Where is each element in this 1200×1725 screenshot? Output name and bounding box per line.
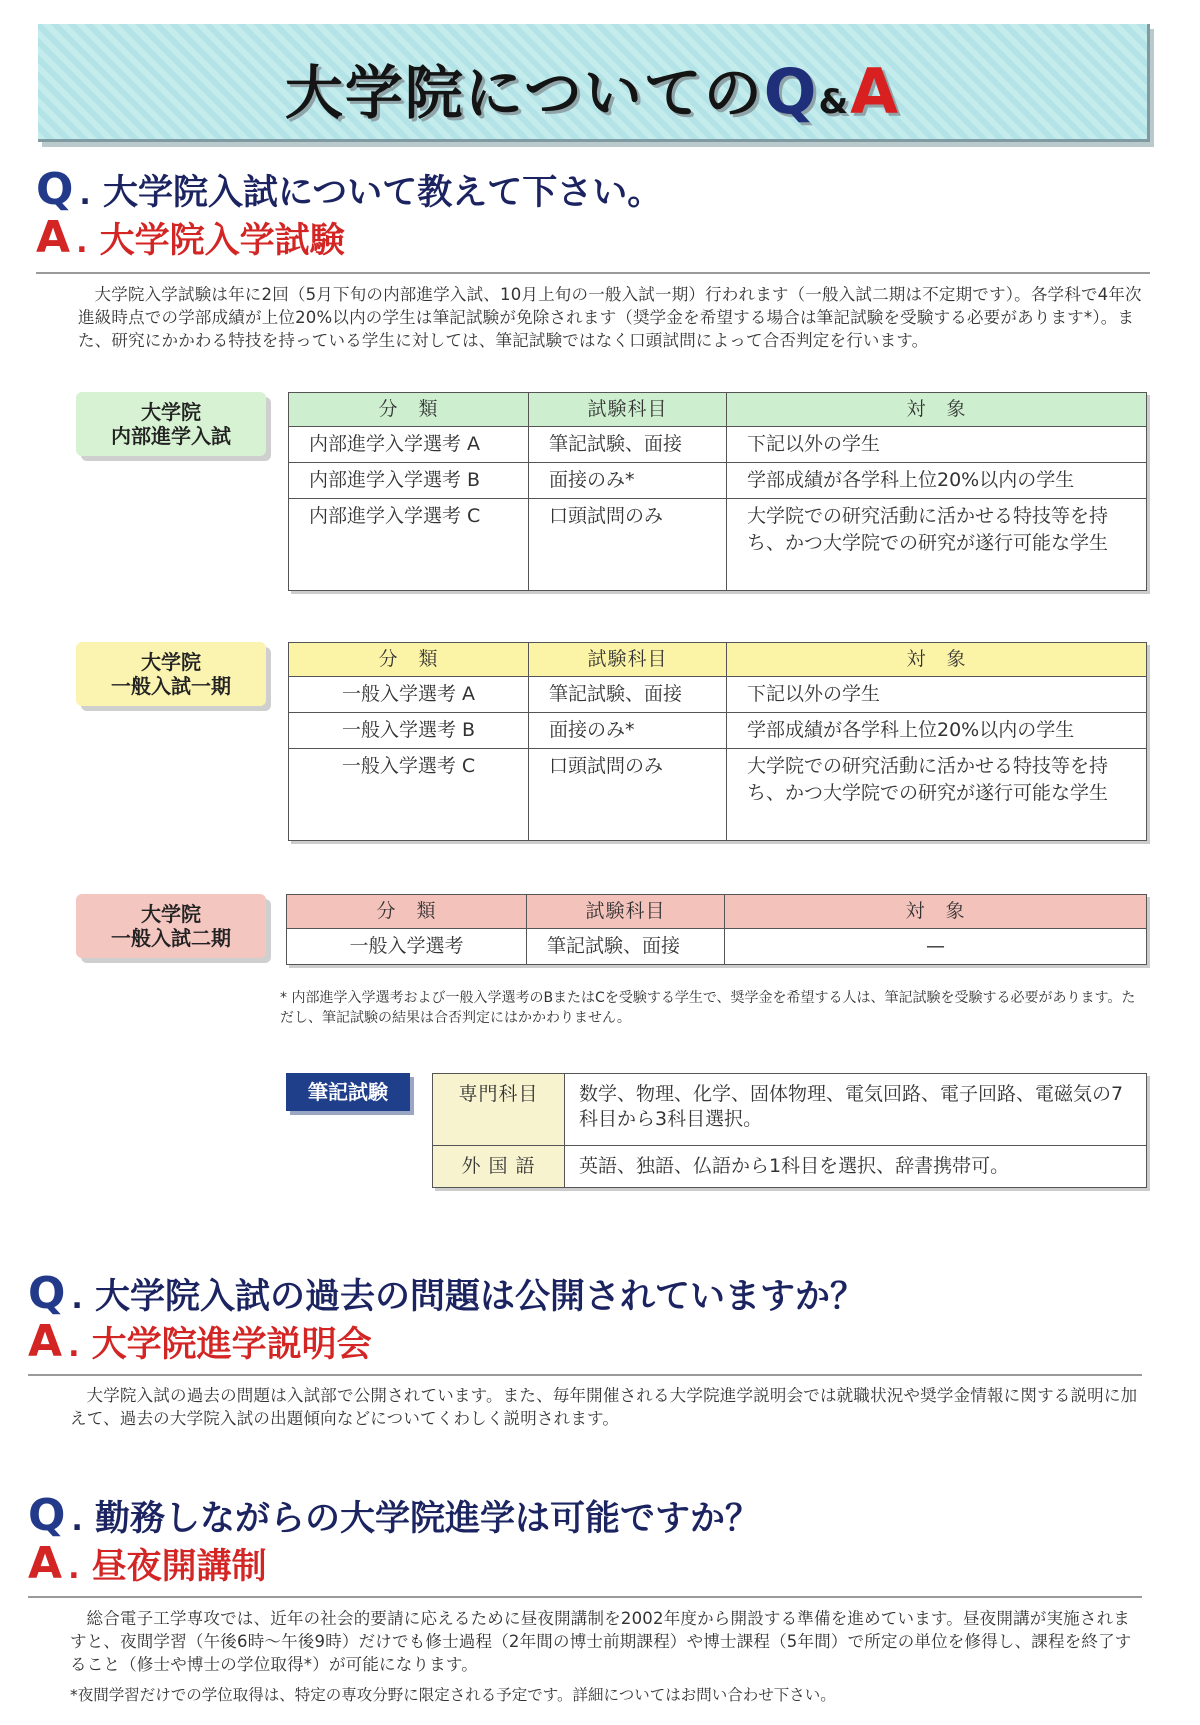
cell: 一般入学選考 xyxy=(287,929,527,965)
question-2: Q . 大学院入試の過去の問題は公開されていますか？ xyxy=(28,1268,866,1319)
col-header-subjects: 試験科目 xyxy=(529,393,727,427)
answer-3: A . 昼夜開講制 xyxy=(28,1538,267,1589)
table-row xyxy=(289,677,1147,713)
answer-1: A . 大学院入学試験 xyxy=(36,212,345,263)
table-row xyxy=(289,427,1147,463)
cell: 口頭試問のみ xyxy=(529,749,727,841)
label-line2: 一般入試一期 xyxy=(111,674,231,698)
written-exam-key: 外 国 語 xyxy=(433,1146,565,1188)
cell: 一般入学選考 C xyxy=(289,749,529,841)
answer-1-body: 大学院入学試験は年に2回（5月下旬の内部進学入試、10月上旬の一般入試一期）行われます（一般入試二期は不定期です）。各学科で4年次進級時点での学部成績が上位20%以内の学生は筆記試験が免除されます（奨学金を希望する場合は筆記試験を受験する必要があります*）。また、研究にかかわる特技を持っている学生に対しては、筆記試験ではなく口頭試問によって合否判定を行います。 xyxy=(78,285,1142,350)
answer-3-body: 総合電子工学専攻では、近年の社会的要請に応えるために昼夜開講制を2002年度から開設する準備を進めています。昼夜開講が実施されますと、夜間学習（午後6時～午後9時）だけでも修士過程（2年間の博士前期課程）や博士課程（5年間）で所定の単位を修得し、課程を終了すること（修士や博士の学位取得*）が可能になります。 xyxy=(70,1609,1132,1674)
written-exam-key: 専門科目 xyxy=(433,1074,565,1146)
cell: 内部進学入学選考 B xyxy=(289,463,529,499)
written-exam-value: 数学、物理、化学、固体物理、電気回路、電子回路、電磁気の7科目から3科目選択。 xyxy=(565,1074,1147,1146)
answer-2-text: 大学院進学説明会 xyxy=(91,1325,372,1365)
q-letter: Q xyxy=(28,1268,66,1319)
cell: 筆記試験、面接 xyxy=(527,929,725,965)
a-letter: A xyxy=(28,1316,63,1367)
cell: 口頭試問のみ xyxy=(529,499,727,591)
cell: 筆記試験、面接 xyxy=(529,677,727,713)
page-title-amp: & xyxy=(818,82,851,122)
col-header-target: 対 象 xyxy=(727,643,1147,677)
col-header-target: 対 象 xyxy=(727,393,1147,427)
written-exam-value: 英語、独語、仏語から1科目を選択、辞書携帯可。 xyxy=(565,1146,1147,1188)
answer-2-body: 大学院入試の過去の問題は入試部で公開されています。また、毎年開催される大学院進学説明会では就職状況や奨学金情報に関する説明に加えて、過去の大学院入試の出題傾向などについてくわしく説明されます。 xyxy=(70,1386,1138,1428)
cell: 面接のみ* xyxy=(529,713,727,749)
q-letter: Q xyxy=(36,164,74,215)
cell: 下記以外の学生 xyxy=(727,677,1147,713)
cell: 学部成績が各学科上位20%以内の学生 xyxy=(727,713,1147,749)
divider xyxy=(28,1374,1142,1376)
label-line1: 大学院 xyxy=(141,902,201,926)
question-3-text: 勤務しながらの大学院進学は可能ですか？ xyxy=(95,1499,761,1539)
answer-3-note: *夜間学習だけでの学位取得は、特定の専攻分野に限定される予定です。詳細についてはお問い合わせ下さい。 xyxy=(70,1686,836,1704)
cell: 大学院での研究活動に活かせる特技等を持ち、かつ大学院での研究が遂行可能な学生 xyxy=(727,499,1147,591)
page-title-main: 大学院についての xyxy=(284,59,764,127)
table-row xyxy=(287,929,1147,965)
label-line2: 内部進学入試 xyxy=(111,424,231,448)
exam-footnote: * 内部進学入学選考および一般入学選考のBまたはCを受験する学生で、奨学金を希望する人は、筆記試験を受験する必要があります。ただし、筆記試験の結果は合否判定にはかかわりません。 xyxy=(280,990,1136,1026)
question-2-text: 大学院入試の過去の問題は公開されていますか？ xyxy=(95,1277,866,1317)
written-exam-table xyxy=(432,1073,1147,1188)
q-letter: Q xyxy=(28,1490,66,1541)
col-header-category: 分 類 xyxy=(289,393,529,427)
page-title-q: Q xyxy=(763,55,819,128)
col-header-target: 対 象 xyxy=(725,895,1147,929)
divider xyxy=(28,1596,1142,1598)
table-row xyxy=(289,499,1147,591)
label-line1: 大学院 xyxy=(141,400,201,424)
a-letter: A xyxy=(28,1538,63,1589)
cell: 学部成績が各学科上位20%以内の学生 xyxy=(727,463,1147,499)
cell: 内部進学入学選考 C xyxy=(289,499,529,591)
label-line2: 一般入試二期 xyxy=(111,926,231,950)
label-general-exam-2 xyxy=(76,894,266,958)
table-row xyxy=(433,1146,1147,1188)
col-header-category: 分 類 xyxy=(289,643,529,677)
answer-1-text: 大学院入学試験 xyxy=(99,221,345,261)
a-letter: A xyxy=(36,212,71,263)
question-1-text: 大学院入試について教えて下さい。 xyxy=(103,173,663,213)
cell: 筆記試験、面接 xyxy=(529,427,727,463)
cell: 一般入学選考 B xyxy=(289,713,529,749)
cell: — xyxy=(725,929,1147,965)
page-title xyxy=(38,46,1147,130)
label-internal-exam xyxy=(76,392,266,456)
question-1: Q . 大学院入試について教えて下さい。 xyxy=(36,164,663,215)
written-exam-label: 筆記試験 xyxy=(286,1073,410,1111)
col-header-subjects: 試験科目 xyxy=(529,643,727,677)
answer-3-text: 昼夜開講制 xyxy=(91,1547,267,1587)
title-banner xyxy=(38,24,1150,142)
cell: 一般入学選考 A xyxy=(289,677,529,713)
divider xyxy=(36,272,1150,274)
cell: 下記以外の学生 xyxy=(727,427,1147,463)
general-exam-1-table xyxy=(288,642,1147,841)
cell: 内部進学入学選考 A xyxy=(289,427,529,463)
col-header-subjects: 試験科目 xyxy=(527,895,725,929)
label-general-exam-1 xyxy=(76,642,266,706)
general-exam-2-table xyxy=(286,894,1147,965)
cell: 大学院での研究活動に活かせる特技等を持ち、かつ大学院での研究が遂行可能な学生 xyxy=(727,749,1147,841)
table-row xyxy=(289,749,1147,841)
table-row xyxy=(289,463,1147,499)
cell: 面接のみ* xyxy=(529,463,727,499)
col-header-category: 分 類 xyxy=(287,895,527,929)
table-row xyxy=(289,713,1147,749)
label-line1: 大学院 xyxy=(141,650,201,674)
table-row xyxy=(433,1074,1147,1146)
question-3: Q . 勤務しながらの大学院進学は可能ですか？ xyxy=(28,1490,761,1541)
page-title-a: A xyxy=(850,55,901,128)
answer-2: A . 大学院進学説明会 xyxy=(28,1316,372,1367)
internal-exam-table xyxy=(288,392,1147,591)
